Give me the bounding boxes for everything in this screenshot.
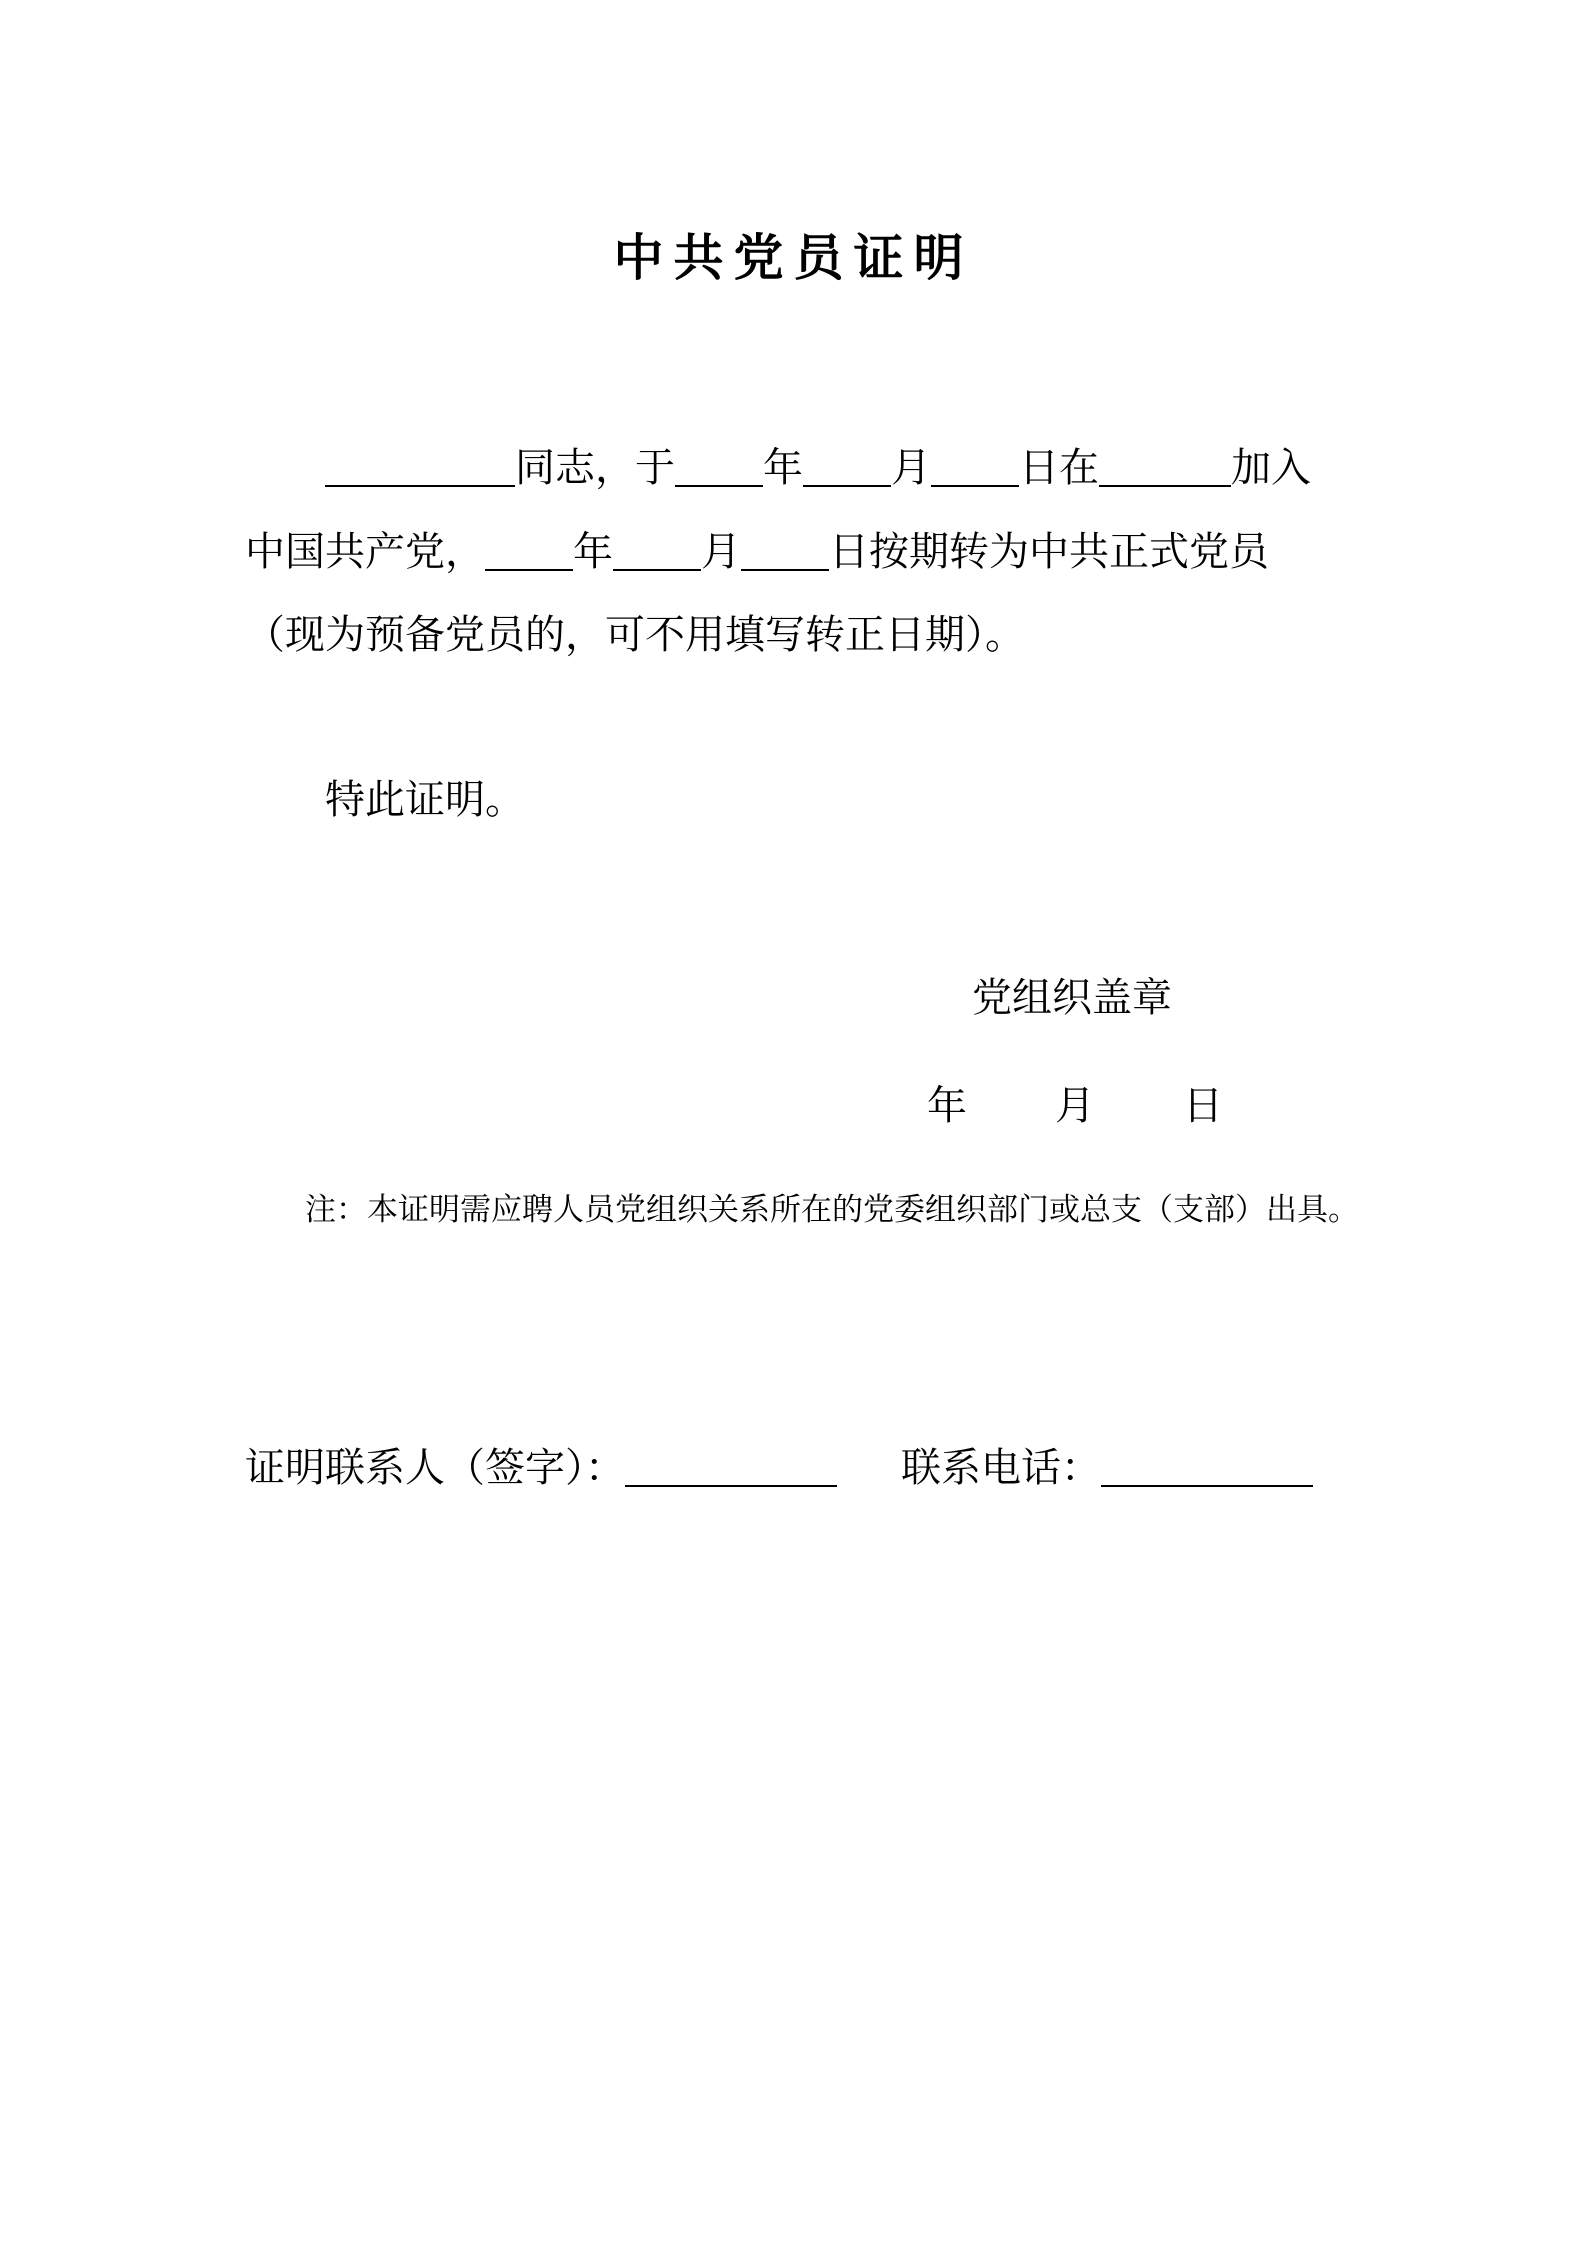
paragraph-line-1 [325,438,1311,498]
join-day-blank[interactable] [931,445,1019,487]
date-month: 月 [1055,1083,1095,1129]
contact-line [245,1438,1313,1498]
join-place-blank[interactable] [1099,445,1231,487]
day-at-text: 日在 [1019,445,1099,491]
document-title: 中共党员证明 [613,228,974,287]
name-blank[interactable] [325,445,515,487]
paragraph-line-3: （现为预备党员的，可不用填写转正日期）。 [245,612,1025,658]
contact-person-label: 证明联系人（签字）： [245,1445,625,1491]
formal-year-blank[interactable] [485,529,573,571]
join-year-blank[interactable] [675,445,763,487]
contact-phone-blank[interactable] [1101,1445,1313,1487]
formal-day-blank[interactable] [741,529,829,571]
contact-person-blank[interactable] [625,1445,837,1487]
formal-month-blank[interactable] [613,529,701,571]
date-day: 日 [1183,1083,1223,1129]
date-year: 年 [927,1083,967,1129]
seal-date [927,1076,1223,1136]
join-text: 加入 [1231,445,1311,491]
year-text: 年 [763,445,803,491]
month-text: 月 [701,529,741,575]
paragraph-line-2 [245,522,1269,582]
certify-text: 特此证明。 [325,777,525,823]
party-seal-label: 党组织盖章 [972,975,1172,1021]
party-text: 中国共产党， [245,529,485,575]
contact-phone-label: 联系电话： [901,1445,1101,1491]
month-text: 月 [891,445,931,491]
join-month-blank[interactable] [803,445,891,487]
comrade-text: 同志，于 [515,445,675,491]
year-text: 年 [573,529,613,575]
convert-text: 日按期转为中共正式党员 [829,529,1269,575]
footnote: 注：本证明需应聘人员党组织关系所在的党委组织部门或总支（支部）出具。 [305,1192,1359,1228]
